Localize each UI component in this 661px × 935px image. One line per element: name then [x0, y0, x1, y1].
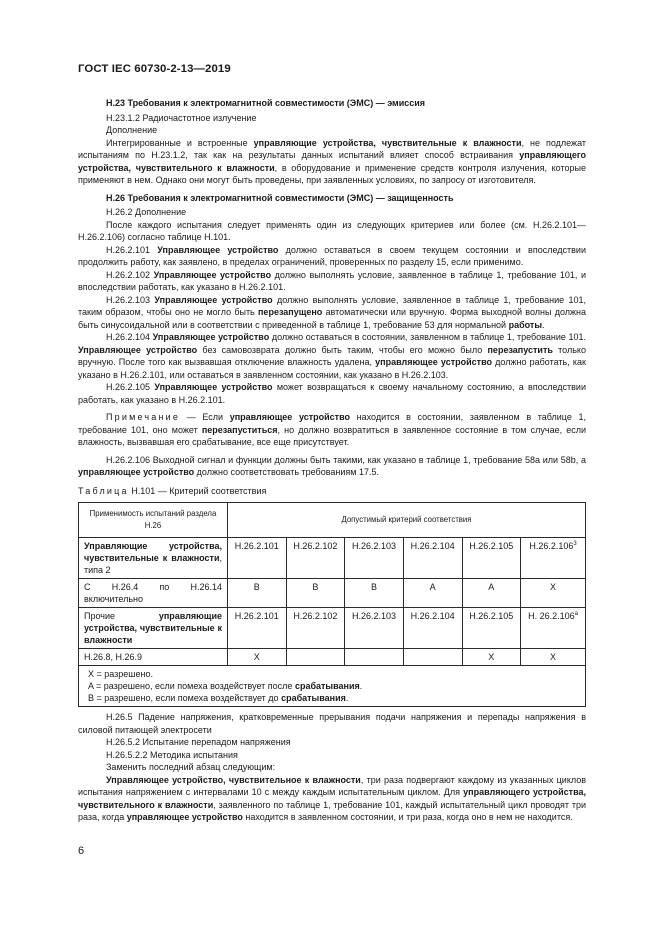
- paragraph-h26-2-103: H.26.2.103 Управляющее устройство должно выполнять условие, заявленное в таблице 1, требование 101, таким образом, чтобы оно не могло быть перезапущено автоматически или вручную. Форма выходной волны должна быть синусоидальной или в соответствии с приведенной в таблице 1, требование 53 для нормальной работы.: [78, 294, 586, 330]
- document-header: ГОСТ IEC 60730-2-13—2019: [78, 63, 231, 75]
- table-cell: B: [228, 579, 287, 608]
- table-cell: H.26.2.105: [462, 538, 521, 579]
- table-cell: X: [521, 579, 586, 608]
- legend-line: A = разрешено, если помеха воздействует после срабатывания.: [88, 681, 363, 691]
- table-cell: H.26.2.104: [403, 538, 462, 579]
- table-row: [79, 538, 586, 579]
- row-label: С H.26.4 по H.26.14 включительно: [79, 579, 228, 608]
- paragraph: Дополнение: [106, 125, 158, 135]
- paragraph-h26-2-101: H.26.2.101 Управляющее устройство должно оставаться в своем текущем состоянии и впоследствии продолжить работу, как заявлено, в пределах ограничений, проверенных по разделу 15, если применимо.: [78, 244, 586, 267]
- table-cell: H.26.2.104: [403, 608, 462, 649]
- table-cell: A: [462, 579, 521, 608]
- table-cell: H. 26.2.106$^a$: [521, 608, 586, 649]
- table-header-row: [79, 503, 586, 538]
- table-row: [79, 579, 586, 608]
- page-number: 6: [78, 845, 85, 857]
- paragraph: H.26.2 Дополнение: [106, 207, 187, 217]
- table-cell: H.26.2.102: [286, 608, 345, 649]
- section-h26-title: H.26 Требования к электромагнитной совместимости (ЭМС) — защищенность: [106, 192, 454, 203]
- table-caption: Таблица H.101 — Критерий соответствия: [78, 485, 267, 496]
- paragraph-h26-2-102: H.26.2.102 Управляющее устройство должно выполнять условие, заявленное в таблице 1, требование 101, и впоследствии работать, как указано в H.26.2.101.: [78, 269, 586, 292]
- legend-line: B = разрешено, если помеха воздействует до срабатывания.: [88, 693, 349, 703]
- header-cell: Применимость испытаний раздела H.26: [79, 503, 228, 538]
- criteria-table: [78, 502, 586, 707]
- table-row: [79, 608, 586, 649]
- note-label: Примечание: [106, 412, 181, 422]
- table-cell: H.26.2.103: [345, 538, 404, 579]
- page-content: [78, 92, 586, 824]
- paragraph: Интегрированные и встроенные управляющие устройства, чувствительные к влажности, не подлежат испытаниям по H.23.1.2, так как на результаты данных испытаний влияет способ встраивания управляющего устройства, чувствительного к влажности, в оборудование и применение средств контроля излучения, которые применяют в нем. Однако они могут быть проведены, при заявленных условиях, по запросу от изготовителя.: [78, 137, 587, 185]
- table-legend-row: [79, 666, 586, 707]
- paragraph: Управляющее устройство, чувствительное к влажности, три раза подвергают каждому из указанных циклов испытания напряжением с интервалами 10 с между каждым испытательным циклом. Для управляющего устройства, чувствительного к влажности, заявленного по таблице 1, требование 101, каждый испытательный цикл проводят три раза, когда управляющее устройство находится в заявленном состоянии, и три раза, когда оно в нем не находится.: [78, 774, 587, 822]
- table-legend: [79, 666, 586, 707]
- table-row: [79, 649, 586, 666]
- paragraph: H.23.1.2 Радиочастотное излучение: [106, 112, 257, 123]
- row-label: H.26.8, H.26.9: [79, 649, 228, 666]
- table-cell: H.26.2.101: [228, 608, 287, 649]
- table-cell: H.26.2.103: [345, 608, 404, 649]
- table-cell: X: [228, 649, 287, 666]
- table-cell: H.26.2.105: [462, 608, 521, 649]
- table-cell: B: [286, 579, 345, 608]
- paragraph-h26-2-104: H.26.2.104 Управляющее устройство должно оставаться в состоянии, заявленном в таблице 1, требование 101. Управляющее устройство без самовозврата должно быть таким, чтобы его можно было перезапустить только вручную. После того как вызвавшая отключение влажность удалена, управляющее устройство должно работать, как указано в H.26.2.101, или оставаться в заявленном состоянии, как указано в H.26.2.103.: [78, 332, 586, 380]
- table-cell: H.26.2.102: [286, 538, 345, 579]
- note-paragraph: Примечание — Если управляющее устройство находится в состоянии, заявленном в таблице 1, требование 101, оно может перезапуститься, но должно возвратиться в заявленное состояние в том случае, если влажность, вызвавшая его срабатывание, все еще присутствует.: [78, 412, 586, 447]
- table-cell: X: [521, 649, 586, 666]
- paragraph: H.26.5.2.2 Методика испытания: [106, 749, 238, 760]
- section-h23-title: H.23 Требования к электромагнитной совместимости (ЭМС) — эмиссия: [106, 98, 426, 108]
- paragraph: H.26.5 Падение напряжения, кратковременные прерывания подачи напряжения и перепады напряжения в силовой питающей электросети: [78, 712, 586, 735]
- header-cell: Допустимый критерий соответствия: [228, 503, 586, 538]
- paragraph: Заменить последний абзац следующим:: [106, 762, 276, 772]
- table-cell: H.26.2.101: [228, 538, 287, 579]
- table-cell: A: [403, 579, 462, 608]
- row-label: Управляющие устройства, чувствительные к влажности, типа 2: [79, 538, 228, 579]
- table-cell: B: [345, 579, 404, 608]
- paragraph-h26-2-106: H.26.2.106 Выходной сигнал и функции должны быть такими, как указано в таблице 1, требование 58a или 58b, а управляющее устройство должно соответствовать требованиям 17.5.: [78, 454, 586, 477]
- paragraph-h26-2-105: H.26.2.105 Управляющее устройство может возвращаться к своему начальному состоянию, а впоследствии работать, как указано в H.26.2.101.: [78, 382, 586, 405]
- paragraph: После каждого испытания следует применять один из следующих критериев или более (см. H.26.2.101—H.26.2.106) согласно таблице H.101.: [78, 219, 586, 242]
- table-cell: X: [462, 649, 521, 666]
- table-cell: [403, 649, 462, 666]
- table-cell: H.26.2.106$^3$: [521, 538, 586, 579]
- paragraph: H.26.5.2 Испытание перепадом напряжения: [106, 737, 291, 747]
- table-cell: [286, 649, 345, 666]
- table-cell: [345, 649, 404, 666]
- legend-line: X = разрешено.: [88, 669, 154, 679]
- row-label: Прочие управляющие устройства, чувствительные к влажности: [79, 608, 228, 649]
